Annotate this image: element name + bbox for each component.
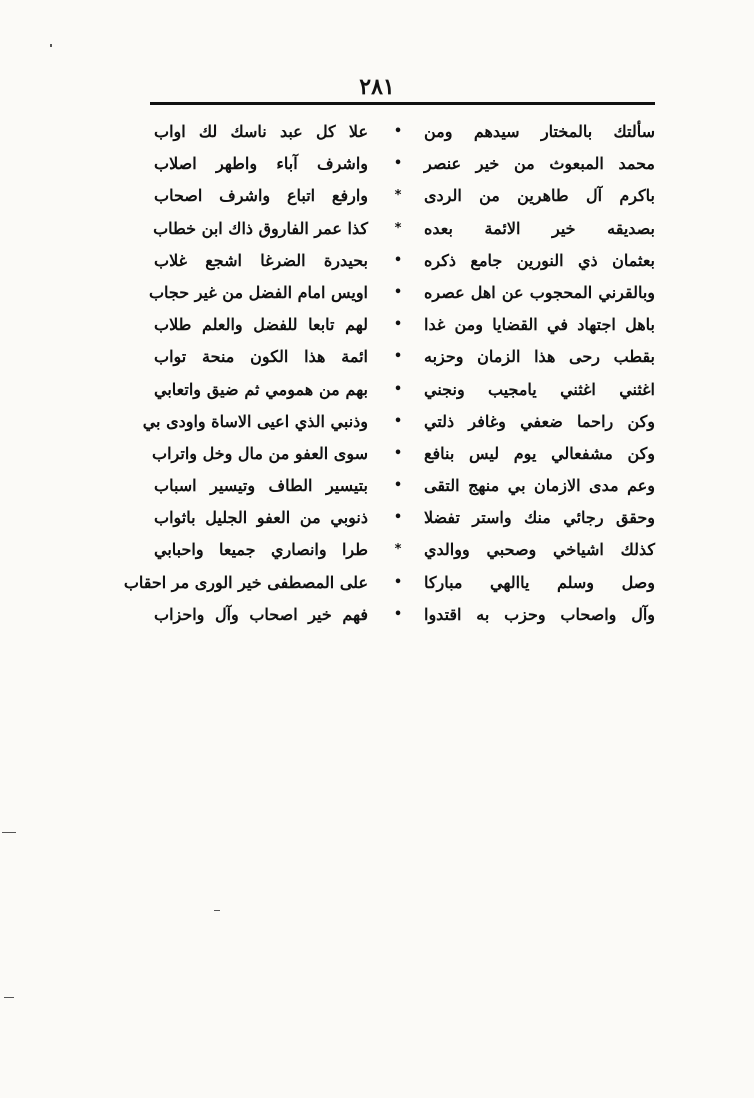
verse-second-hemistich: وذنبي الذي اعيى الاساة واودى بي	[142, 411, 368, 431]
verse-separator: •	[393, 510, 403, 526]
verse-second-hemistich: اويس امام الفضل من غير حجاب	[148, 282, 368, 302]
verse-first-hemistich: وحقق رجائي منك واستر تفضلا	[424, 508, 655, 528]
verse-second-hemistich: سوى العفو من مال وخل واتراب	[152, 443, 368, 463]
verse-line	[150, 438, 655, 470]
verse-separator: •	[393, 413, 403, 429]
scan-speck	[2, 832, 16, 833]
verse-separator: *	[394, 542, 402, 558]
verse-line	[142, 406, 655, 438]
verse-line	[150, 599, 655, 631]
verse-separator: •	[393, 445, 403, 461]
verse-second-hemistich: لهم تابعا للفضل والعلم طلاب	[154, 315, 368, 335]
verse-first-hemistich: وكن مشفعالي يوم ليس بنافع	[424, 443, 655, 463]
verse-first-hemistich: وآل واصحاب وحزب به اقتدوا	[424, 604, 655, 624]
poem-body	[123, 116, 655, 631]
verse-line	[150, 502, 655, 534]
verse-first-hemistich: وبالقرني المحجوب عن اهل عصره	[424, 282, 655, 302]
verse-first-hemistich: باهل اجتهاد في القضايا ومن غدا	[424, 315, 655, 335]
verse-first-hemistich: بصديقه خير الائمة بعده	[424, 218, 655, 238]
verse-line	[150, 180, 655, 212]
verse-line	[123, 567, 655, 599]
verse-separator: *	[394, 220, 402, 236]
verse-second-hemistich: طرا وانصاري جميعا واحبابي	[154, 540, 368, 560]
verse-second-hemistich: بتيسير الطاف وتيسير اسباب	[154, 476, 368, 496]
verse-separator: •	[393, 381, 403, 397]
verse-separator: •	[393, 252, 403, 268]
page-number: ٢٨١	[359, 74, 395, 100]
verse-second-hemistich: وارفع اتباع واشرف اصحاب	[154, 186, 368, 206]
verse-first-hemistich: وصل وسلم ياالهي مباركا	[424, 572, 655, 592]
verse-separator: •	[393, 349, 403, 365]
scan-speck	[50, 44, 52, 47]
verse-second-hemistich: واشرف آباء واطهر اصلاب	[154, 154, 368, 174]
verse-first-hemistich: وكن راحما ضعفي وغافر ذلتي	[424, 411, 655, 431]
verse-separator: •	[393, 317, 403, 333]
scan-speck	[4, 997, 14, 998]
verse-line	[150, 534, 655, 566]
verse-second-hemistich: بحيدرة الضرغا اشجع غلاب	[154, 250, 368, 270]
verse-separator: •	[393, 124, 403, 139]
verse-separator: •	[393, 574, 403, 590]
verse-line	[150, 470, 655, 502]
header-rule	[150, 102, 655, 105]
verse-second-hemistich: ذنوبي من العفو الجليل باثواب	[154, 508, 368, 528]
verse-separator: •	[393, 156, 403, 172]
verse-second-hemistich: علا كل عبد ناسك لك اواب	[154, 122, 368, 141]
verse-line	[150, 341, 655, 373]
verse-second-hemistich: كذا عمر الفاروق ذاك ابن خطاب	[153, 218, 368, 238]
verse-separator: •	[393, 606, 403, 622]
verse-first-hemistich: محمد المبعوث من خير عنصر	[424, 154, 655, 174]
verse-first-hemistich: وعم مدى الازمان بي منهج التقى	[424, 476, 655, 496]
verse-first-hemistich: كذلك اشياخي وصحبي ووالدي	[424, 540, 655, 560]
verse-first-hemistich: سألتك بالمختار سيدهم ومن	[424, 122, 655, 141]
verse-separator: *	[394, 188, 402, 204]
verse-second-hemistich: ائمة هذا الكون منحة تواب	[154, 347, 368, 367]
verse-line	[150, 148, 655, 180]
verse-first-hemistich: اغثني اغثني يامجيب ونجني	[424, 379, 655, 399]
scan-speck	[214, 910, 220, 911]
verse-line	[150, 374, 655, 406]
verse-line	[150, 309, 655, 341]
verse-separator: •	[393, 478, 403, 494]
verse-second-hemistich: فهم خير اصحاب وآل واحزاب	[154, 604, 368, 624]
verse-second-hemistich: على المصطفى خير الورى مر احقاب	[123, 572, 368, 592]
verse-line	[150, 213, 655, 245]
verse-separator: •	[393, 284, 403, 300]
verse-first-hemistich: باكرم آل طاهرين من الردى	[424, 186, 655, 206]
verse-first-hemistich: بقطب رحى هذا الزمان وحزبه	[424, 347, 655, 367]
verse-first-hemistich: بعثمان ذي النورين جامع ذكره	[424, 250, 655, 270]
verse-second-hemistich: بهم من همومي ثم ضيق واتعابي	[154, 379, 368, 399]
verse-line	[150, 116, 655, 148]
verse-line	[150, 277, 655, 309]
verse-line	[150, 245, 655, 277]
